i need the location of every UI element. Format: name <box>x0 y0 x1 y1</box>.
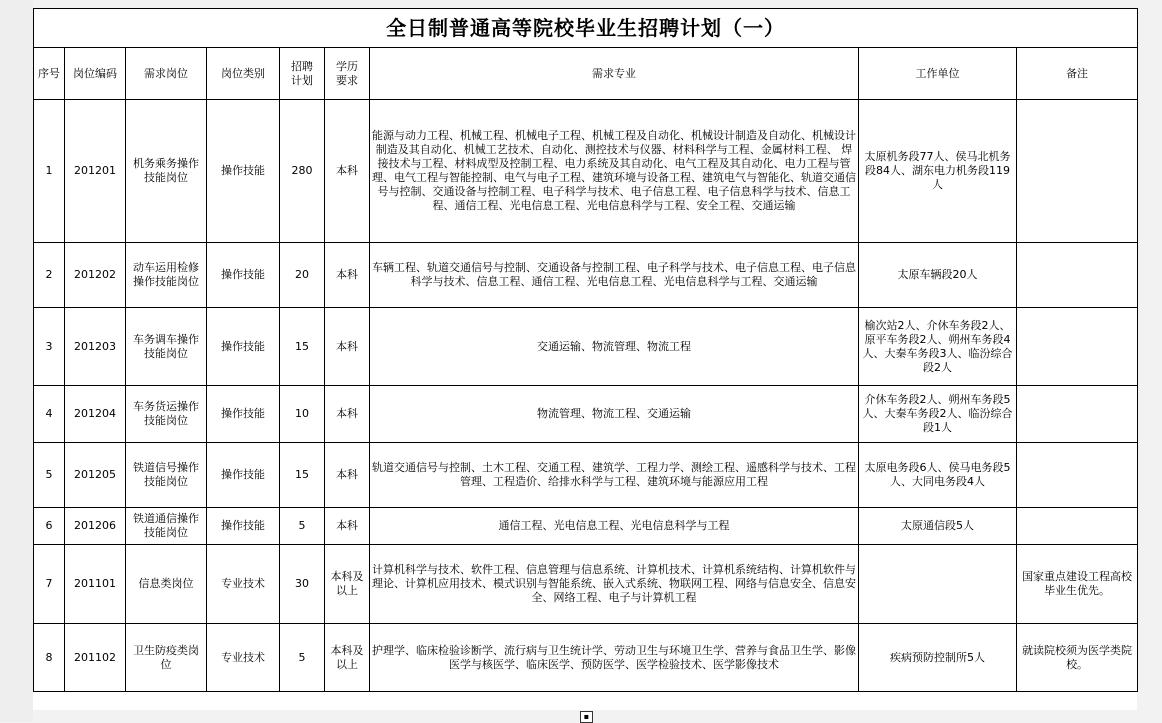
cell-code: 201206 <box>65 508 126 545</box>
cell-code: 201205 <box>65 443 126 508</box>
cell-category: 操作技能 <box>207 443 280 508</box>
cell-note <box>1017 100 1138 243</box>
cell-unit <box>859 545 1017 624</box>
cell-position: 信息类岗位 <box>126 545 207 624</box>
cell-edu: 本科 <box>325 443 370 508</box>
cell-position: 车务货运操作技能岗位 <box>126 386 207 443</box>
cell-quota: 10 <box>280 386 325 443</box>
cell-quota: 30 <box>280 545 325 624</box>
header-quota: 招聘计划 <box>280 48 325 100</box>
header-major: 需求专业 <box>370 48 859 100</box>
cell-edu: 本科 <box>325 100 370 243</box>
table-row <box>34 100 1138 243</box>
cell-position: 动车运用检修操作技能岗位 <box>126 243 207 308</box>
cell-category: 专业技术 <box>207 624 280 692</box>
cell-major: 轨道交通信号与控制、土木工程、交通工程、建筑学、工程力学、测绘工程、遥感科学与技术、工程管理、工程造价、给排水科学与工程、建筑环境与能源应用工程 <box>370 443 859 508</box>
cell-major: 计算机科学与技术、软件工程、信息管理与信息系统、计算机技术、计算机系统结构、计算机软件与理论、计算机应用技术、模式识别与智能系统、嵌入式系统、物联网工程、网络与信息安全、信息安全、网络工程、电子与计算机工程 <box>370 545 859 624</box>
header-unit: 工作单位 <box>859 48 1017 100</box>
cell-note <box>1017 308 1138 386</box>
cell-code: 201203 <box>65 308 126 386</box>
table-title: 全日制普通高等院校毕业生招聘计划（一） <box>34 9 1138 48</box>
table-row <box>34 545 1138 624</box>
left-margin <box>0 0 33 722</box>
header-note: 备注 <box>1017 48 1138 100</box>
header-seq: 序号 <box>34 48 65 100</box>
table-row <box>34 386 1138 443</box>
table-row <box>34 624 1138 692</box>
cell-category: 操作技能 <box>207 308 280 386</box>
cell-seq: 7 <box>34 545 65 624</box>
table-row <box>34 443 1138 508</box>
cell-unit: 太原车辆段20人 <box>859 243 1017 308</box>
cell-edu: 本科及以上 <box>325 545 370 624</box>
cell-code: 201202 <box>65 243 126 308</box>
cell-seq: 5 <box>34 443 65 508</box>
cell-unit: 太原电务段6人、侯马电务段5人、大同电务段4人 <box>859 443 1017 508</box>
cell-category: 操作技能 <box>207 100 280 243</box>
cell-position: 车务调车操作技能岗位 <box>126 308 207 386</box>
cell-edu: 本科 <box>325 308 370 386</box>
cell-seq: 1 <box>34 100 65 243</box>
cell-major: 交通运输、物流管理、物流工程 <box>370 308 859 386</box>
cell-major: 通信工程、光电信息工程、光电信息科学与工程 <box>370 508 859 545</box>
cell-unit: 太原通信段5人 <box>859 508 1017 545</box>
cell-code: 201201 <box>65 100 126 243</box>
cell-seq: 8 <box>34 624 65 692</box>
cell-category: 专业技术 <box>207 545 280 624</box>
header-category: 岗位类别 <box>207 48 280 100</box>
cell-code: 201204 <box>65 386 126 443</box>
cell-edu: 本科 <box>325 508 370 545</box>
image-placeholder-icon[interactable]: ▪ <box>580 711 593 723</box>
cell-edu: 本科及以上 <box>325 624 370 692</box>
cell-major: 车辆工程、轨道交通信号与控制、交通设备与控制工程、电子科学与技术、电子信息工程、电子信息科学与技术、信息工程、通信工程、光电信息工程、光电信息科学与工程、交通运输 <box>370 243 859 308</box>
cell-quota: 5 <box>280 624 325 692</box>
cell-unit: 介休车务段2人、朔州车务段5人、大秦车务段2人、临汾综合段1人 <box>859 386 1017 443</box>
cell-note: 国家重点建设工程高校毕业生优先。 <box>1017 545 1138 624</box>
cell-note <box>1017 243 1138 308</box>
cell-position: 卫生防疫类岗位 <box>126 624 207 692</box>
cell-edu: 本科 <box>325 386 370 443</box>
cell-unit: 疾病预防控制所5人 <box>859 624 1017 692</box>
cell-code: 201102 <box>65 624 126 692</box>
cell-seq: 3 <box>34 308 65 386</box>
cell-category: 操作技能 <box>207 386 280 443</box>
cell-category: 操作技能 <box>207 508 280 545</box>
cell-major: 能源与动力工程、机械工程、机械电子工程、机械工程及自动化、机械设计制造及自动化、机械设计制造及其自动化、机械工艺技术、自动化、测控技术与仪器、材料科学与工程、金属材料工程、 焊接技术与工程、材料成型及控制工程、电力系统及其自动化、电气工程及其自动化、电力工程与管理、电气工程与智能控制、电气与电子工程、建筑环境与设备工程、建筑电气与智能化、轨道交通信号与控制、交通设备与控制工程、电子科学与技术、电子信息工程、电子信息科学与技术、信息工程、通信工程、光电信息工程、光电信息科学与工程、安全工程、交通运输 <box>370 100 859 243</box>
cell-seq: 4 <box>34 386 65 443</box>
cell-edu: 本科 <box>325 243 370 308</box>
recruitment-plan-table <box>33 8 1138 692</box>
cell-position: 铁道信号操作技能岗位 <box>126 443 207 508</box>
header-row <box>34 48 1138 100</box>
cell-major: 物流管理、物流工程、交通运输 <box>370 386 859 443</box>
table-row <box>34 243 1138 308</box>
cell-major: 护理学、临床检验诊断学、流行病与卫生统计学、劳动卫生与环境卫生学、营养与食品卫生学、影像医学与核医学、临床医学、预防医学、医学检验技术、医学影像技术 <box>370 624 859 692</box>
table-row <box>34 508 1138 545</box>
cell-seq: 2 <box>34 243 65 308</box>
header-code: 岗位编码 <box>65 48 126 100</box>
cell-seq: 6 <box>34 508 65 545</box>
cell-note <box>1017 508 1138 545</box>
cell-unit: 榆次站2人、介休车务段2人、原平车务段2人、朔州车务段4人、大秦车务段3人、临汾综合段2人 <box>859 308 1017 386</box>
cell-quota: 15 <box>280 308 325 386</box>
cell-code: 201101 <box>65 545 126 624</box>
header-position: 需求岗位 <box>126 48 207 100</box>
cell-note <box>1017 386 1138 443</box>
cell-quota: 5 <box>280 508 325 545</box>
cell-note <box>1017 443 1138 508</box>
cell-quota: 280 <box>280 100 325 243</box>
cell-position: 铁道通信操作技能岗位 <box>126 508 207 545</box>
table-row <box>34 308 1138 386</box>
cell-quota: 15 <box>280 443 325 508</box>
cell-category: 操作技能 <box>207 243 280 308</box>
header-edu: 学历要求 <box>325 48 370 100</box>
cell-quota: 20 <box>280 243 325 308</box>
cell-note: 就读院校须为医学类院校。 <box>1017 624 1138 692</box>
cell-unit: 太原机务段77人、侯马北机务段84人、湖东电力机务段119人 <box>859 100 1017 243</box>
cell-position: 机务乘务操作技能岗位 <box>126 100 207 243</box>
document-sheet <box>33 8 1137 710</box>
